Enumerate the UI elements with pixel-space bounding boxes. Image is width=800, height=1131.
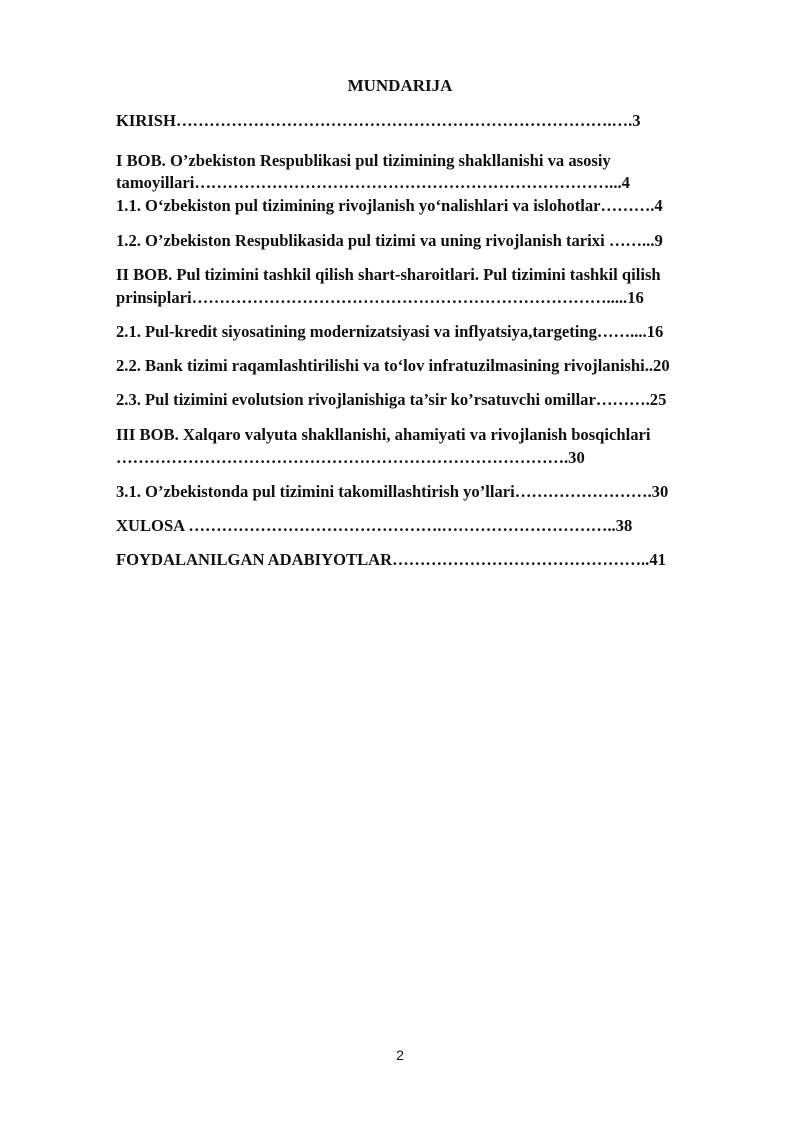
toc-entry-chapter-1-line-2: tamoyillari…………………………………………………………………...4 [116,173,630,192]
page-title: MUNDARIJA [347,76,453,95]
toc-entry-chapter-1-line-1: I BOB. O’zbekiston Respublikasi pul tizimining shakllanishi va asosiy [116,151,611,170]
toc-entry-adabiyotlar: FOYDALANILGAN ADABIYOTLAR………………………………………..41 [116,550,666,569]
toc-entry-chapter-2-line-1: II BOB. Pul tizimini tashkil qilish shart-sharoitlari. Pul tizimini tashkil qilish [116,265,661,284]
toc-entry-section-2-3: 2.3. Pul tizimini evolutsion rivojlanishiga ta’sir ko’rsatuvchi omillar……….25 [116,390,667,409]
page-number: 2 [396,1047,404,1063]
toc-entry-kirish: KIRISH…………………………………………………………………….….3 [116,111,641,130]
toc-entry-chapter-3-line-1: III BOB. Xalqaro valyuta shakllanishi, ahamiyati va rivojlanish bosqichlari [116,425,651,444]
toc-entry-section-1-1: 1.1. O‘zbekiston pul tizimining rivojlanish yo‘nalishlari va islohotlar……….4 [116,196,663,215]
toc-entry-section-2-2: 2.2. Bank tizimi raqamlashtirilishi va to‘lov infratuzilmasining rivojlanishi..20 [116,356,670,375]
toc-entry-section-1-2: 1.2. O’zbekiston Respublikasida pul tizimi va uning rivojlanish tarixi ……...9 [116,231,663,250]
toc-entry-chapter-3-line-2: ……………………………………………………………………….30 [116,448,585,467]
toc-entry-section-2-1: 2.1. Pul-kredit siyosatining modernizatsiyasi va inflyatsiya,targeting……....16 [116,322,664,341]
toc-entry-section-3-1: 3.1. O’zbekistonda pul tizimini takomillashtirish yo’llari…………………….30 [116,482,669,501]
toc-entry-chapter-2-line-2: prinsiplari………………………………………………………………….....16 [116,288,644,307]
toc-entry-xulosa: XULOSA ……………………………………….…………………………..38 [116,516,633,535]
